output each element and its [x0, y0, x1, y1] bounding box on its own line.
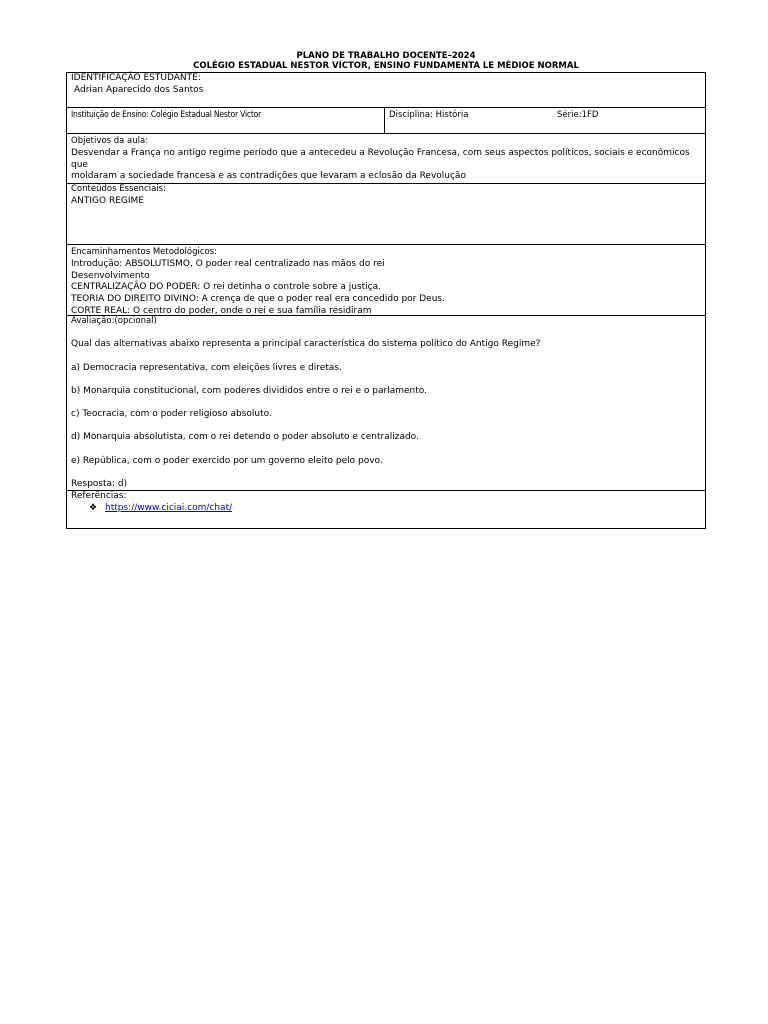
document-title: PLANO DE TRABALHO DOCENTE–2024	[296, 51, 476, 61]
grade-label: Série:1FD	[557, 110, 599, 120]
contents-value: ANTIGO REGIME	[71, 195, 144, 206]
institution-row	[67, 108, 705, 134]
references-label: Referências:	[71, 491, 127, 501]
discipline-label: Disciplina: História	[389, 110, 469, 120]
student-section	[67, 73, 705, 108]
contents-label: Conteúdos Essenciais:	[71, 184, 166, 194]
reference-link[interactable]: https://www.ciciai.com/chat/	[105, 502, 233, 513]
evaluation-option: c) Teocracia, com o poder religioso absoluto.	[71, 409, 272, 420]
student-label: IDENTIFICAÇÃO ESTUDANTE:	[71, 73, 201, 83]
contents-section	[67, 184, 705, 245]
discipline-cell	[385, 108, 705, 133]
evaluation-label: Avaliação:(opcional)	[71, 316, 157, 326]
methods-line: CORTE REAL: O centro do poder, onde o rei e sua família residiram	[71, 305, 372, 316]
objectives-label: Objetivos da aula:	[71, 136, 149, 146]
objectives-text-line-2: moldaram a sociedade francesa e as contradições que levaram a eclosão da Revolução	[71, 171, 466, 182]
references-section	[67, 491, 705, 528]
methods-line: Introdução: ABSOLUTISMO, O poder real centralizado nas mãos do rei	[71, 258, 385, 269]
evaluation-answer: Resposta: d)	[71, 479, 128, 490]
lesson-plan-form	[66, 72, 706, 529]
evaluation-option: a) Democracia representativa, com eleições livres e diretas.	[71, 362, 342, 373]
school-name: COLÉGIO ESTADUAL NESTOR VÍCTOR, ENSINO FUNDAMENTA LE MÉDIOE NORMAL	[193, 61, 579, 71]
methods-line: CENTRALIZAÇÃO DO PODER: O rei detinha o controle sobre a justiça.	[71, 282, 381, 293]
evaluation-option: e) República, com o poder exercido por um governo eleito pelo povo.	[71, 455, 383, 466]
methods-line: Desenvolvimento	[71, 270, 150, 281]
methods-label: Encaminhamentos Metodológicos:	[71, 247, 218, 257]
methods-section	[67, 245, 705, 316]
document-header	[66, 51, 706, 71]
methods-line: TEORIA DO DIREITO DIVINO: A crença de que o poder real era concedido por Deus.	[71, 294, 445, 305]
objectives-text-line-1: Desvendar a França no antigo regime período que a antecedeu a Revolução Francesa, com seus aspectos políticos, sociais e econômicos que	[71, 147, 690, 170]
evaluation-section	[67, 316, 705, 491]
evaluation-question: Qual das alternativas abaixo representa a principal característica do sistema político do Antigo Regime?	[71, 339, 541, 350]
diamond-bullet-icon: ❖	[89, 502, 98, 513]
institution-label: Instituição de Ensino: Colégio Estadual Nestor Victor	[67, 108, 385, 133]
student-name: Adrian Aparecido dos Santos	[74, 84, 204, 95]
objectives-section	[67, 134, 705, 184]
evaluation-option: d) Monarquia absolutista, com o rei detendo o poder absoluto e centralizado.	[71, 432, 419, 443]
reference-item	[71, 503, 701, 515]
evaluation-option: b) Monarquia constitucional, com poderes divididos entre o rei e o parlamento.	[71, 385, 427, 396]
